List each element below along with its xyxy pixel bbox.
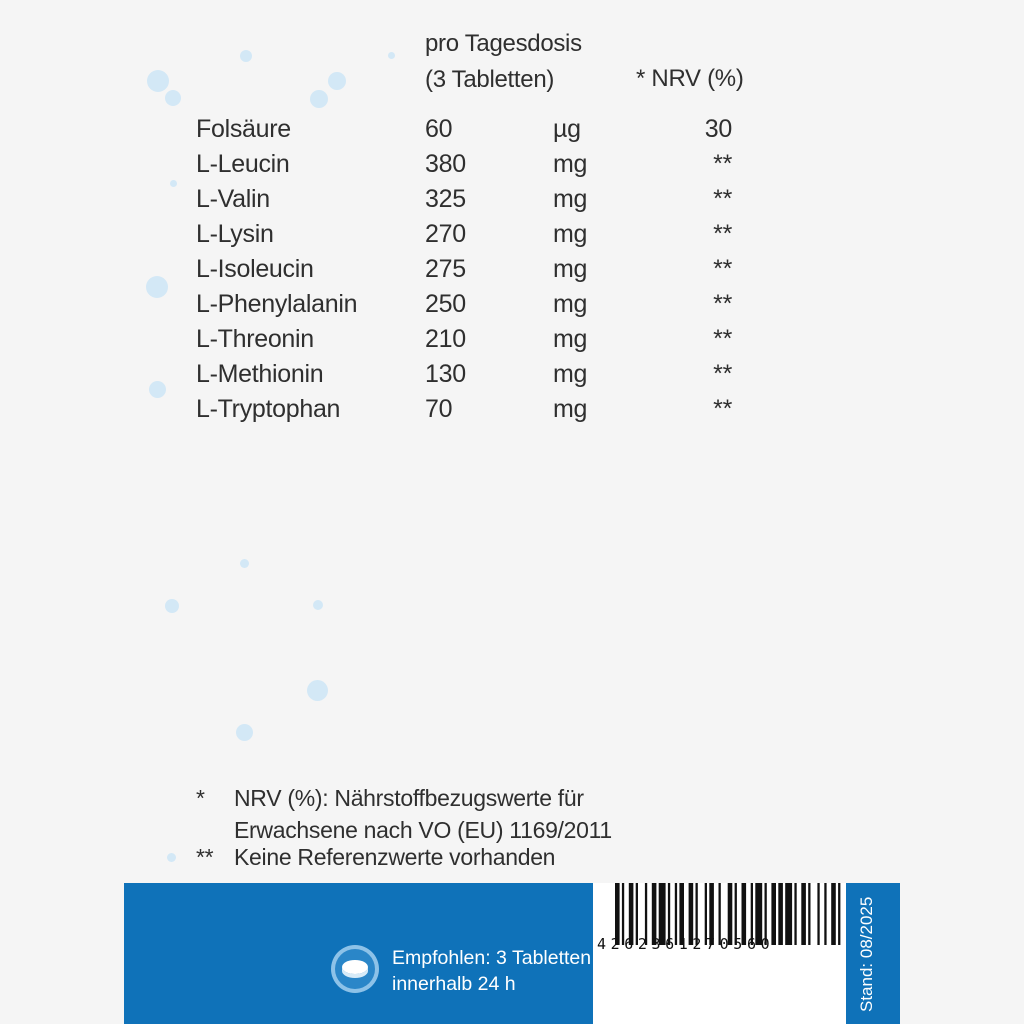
footnote-nrv (196, 785, 616, 845)
nutrient-amount: 70 (425, 395, 453, 423)
bubble (240, 50, 252, 62)
nutrient-name: L-Leucin (196, 150, 290, 178)
barcode-bar (838, 883, 840, 945)
table-row (0, 115, 1024, 149)
bubble (236, 724, 253, 741)
nutrient-unit: mg (553, 395, 588, 423)
footnote-no-reference (196, 844, 616, 874)
nutrient-nrv: ** (713, 325, 732, 353)
footnote-text: NRV (%): Nährstoffbezugswerte für (234, 785, 584, 811)
nutrient-unit: µg (553, 115, 581, 143)
nutrient-unit: mg (553, 325, 588, 353)
footnote-text: Erwachsene nach VO (EU) 1169/2011 (234, 817, 612, 843)
barcode-bar (794, 883, 796, 945)
nutrient-nrv: ** (713, 185, 732, 213)
nutrient-name: L-Lysin (196, 220, 274, 248)
nutrient-unit: mg (553, 290, 588, 318)
bubble (167, 853, 176, 862)
nutrient-unit: mg (553, 360, 588, 388)
barcode-digits: 4262361270560 (597, 935, 775, 953)
nutrient-amount: 275 (425, 255, 466, 283)
bubble (328, 72, 346, 90)
table-row (0, 220, 1024, 254)
nutrient-amount: 210 (425, 325, 466, 353)
barcode-bar (831, 883, 836, 945)
tablet-icon (330, 944, 380, 994)
nutrient-name: L-Threonin (196, 325, 314, 353)
footnote-mark: ** (196, 844, 214, 870)
nutrient-name: L-Valin (196, 185, 270, 213)
nutrient-amount: 60 (425, 115, 453, 143)
barcode-bar (778, 883, 783, 945)
nutrient-unit: mg (553, 220, 588, 248)
per-dose-line1: pro Tagesdosis (425, 30, 582, 57)
nutrient-nrv: ** (713, 290, 732, 318)
table-row (0, 360, 1024, 394)
nutrient-amount: 250 (425, 290, 466, 318)
nutrient-nrv: 30 (704, 115, 732, 143)
table-row (0, 395, 1024, 429)
table-row (0, 325, 1024, 359)
per-dose-header (425, 30, 582, 94)
barcode-bar (785, 883, 792, 945)
bubble (388, 52, 395, 59)
bubble (307, 680, 328, 701)
nutrient-nrv: ** (713, 255, 732, 283)
table-row (0, 185, 1024, 219)
bubble (165, 599, 179, 613)
nutrient-nrv: ** (713, 360, 732, 388)
table-row (0, 290, 1024, 324)
recommendation-text (392, 945, 591, 997)
nutrient-nrv: ** (713, 220, 732, 248)
recommendation-line1: Empfohlen: 3 Tabletten (392, 947, 592, 969)
nutrient-name: L-Tryptophan (196, 395, 341, 423)
nutrient-name: L-Isoleucin (196, 255, 314, 283)
nutrient-amount: 325 (425, 185, 466, 213)
bubble (147, 70, 169, 92)
barcode-bar (817, 883, 819, 945)
nrv-header: * NRV (%) (636, 65, 744, 92)
barcode-bar (824, 883, 826, 945)
nutrient-nrv: ** (713, 395, 732, 423)
footnote-mark: * (196, 785, 205, 811)
barcode-bar (808, 883, 810, 945)
nutrient-name: L-Phenylalanin (196, 290, 358, 318)
nutrient-name: Folsäure (196, 115, 291, 143)
nutrient-amount: 270 (425, 220, 466, 248)
nutrient-unit: mg (553, 150, 588, 178)
table-row (0, 255, 1024, 289)
nutrient-amount: 130 (425, 360, 466, 388)
recommendation-line2: innerhalb 24 h (392, 973, 516, 995)
nutrient-unit: mg (553, 185, 588, 213)
bubble (313, 600, 323, 610)
nutrient-amount: 380 (425, 150, 466, 178)
nutrient-name: L-Methionin (196, 360, 324, 388)
bubble (310, 90, 328, 108)
table-row (0, 150, 1024, 184)
stand-date: Stand: 08/2025 (857, 896, 876, 1012)
footnote-text: Keine Referenzwerte vorhanden (234, 844, 556, 870)
barcode-bar (801, 883, 806, 945)
nutrient-unit: mg (553, 255, 588, 283)
nutrient-nrv: ** (713, 150, 732, 178)
per-dose-line2: (3 Tabletten) (425, 66, 555, 93)
bubble (165, 90, 181, 106)
bubble (240, 559, 249, 568)
